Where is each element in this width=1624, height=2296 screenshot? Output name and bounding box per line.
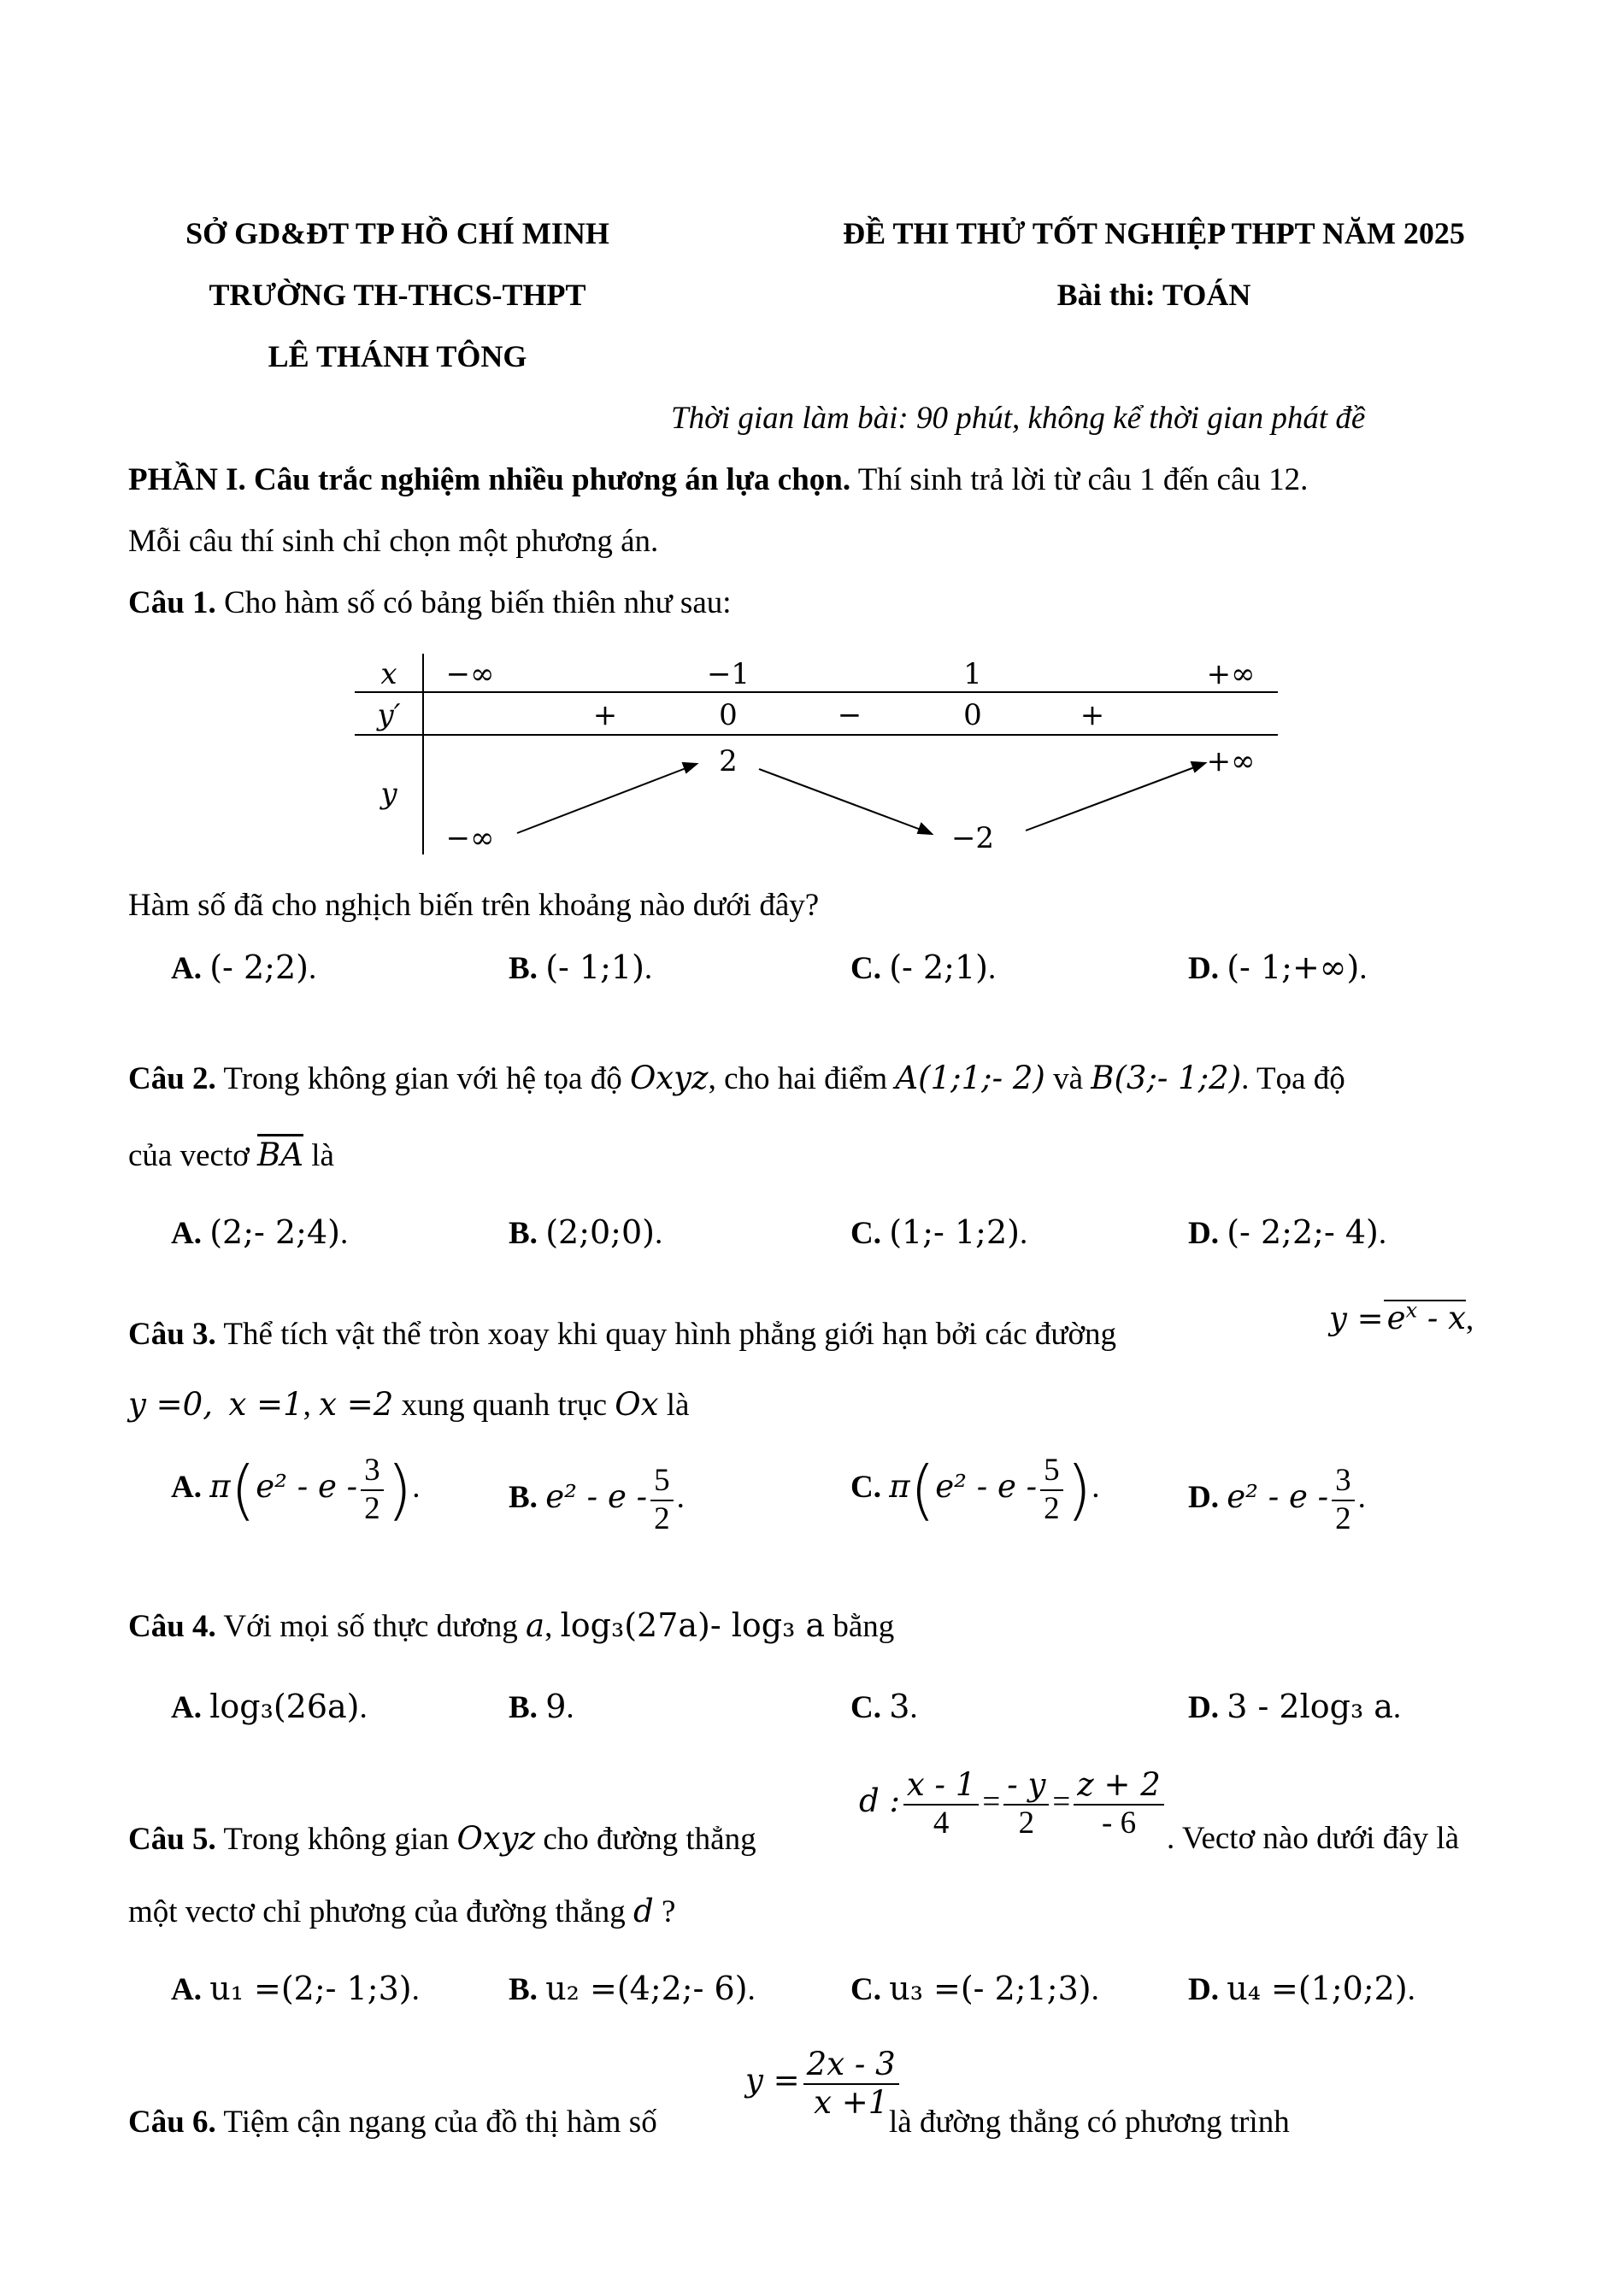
table-sign-3: + [1080,698,1105,732]
table-x-1: 1 [963,657,982,691]
table-x-label: x [380,657,397,691]
table-zero-1: 0 [719,698,738,732]
table-sign-1: + [592,698,618,732]
part1-intro-line2: Mỗi câu thí sinh chỉ chọn một phương án. [128,524,659,559]
table-y-pos-inf: +∞ [1206,744,1256,778]
table-x-neg-inf: −∞ [445,657,495,691]
q5-option-d-value: u₄ =(1;0;2) [1227,1970,1408,2007]
q5-option-b[interactable]: B. u₂ =(4;2;- 6). [509,1970,756,2007]
q5-option-c[interactable]: C. u₃ =(- 2;1;3). [850,1970,1099,2007]
table-x-pos-inf: +∞ [1206,657,1256,691]
part1-intro-rest: Thí sinh trả lời từ câu 1 đến câu 12. [850,462,1309,497]
q4-label: Câu 4. [128,1609,216,1644]
q2-point-b: B(3;- 1;2) [1091,1060,1242,1096]
q2-option-b-value: (2;0;0) [545,1213,655,1251]
q3-axis: Ox [615,1386,659,1423]
q1-label: Câu 1. [128,585,216,620]
q4-expression: log₃(27a)- log₃ a [560,1606,826,1644]
q3-option-c[interactable]: C. π(e² - e - $\frac{5}{2}$ ). [850,1451,1100,1528]
q4-option-c-value: 3 [889,1688,910,1725]
q5-stem-end: . Vectơ nào dưới đây là [1167,1821,1460,1856]
q1-option-a[interactable]: A. (- 2;2). [171,948,317,986]
q6-label: Câu 6. [128,2105,216,2140]
q2-oxyz: Oxyz [629,1060,709,1096]
part1-intro [128,461,1308,498]
q1-option-a-value: (- 2;2) [209,948,309,986]
q4-option-d[interactable]: D. 3 - 2log₃ a. [1188,1688,1402,1725]
q5-stem-line2: một vectơ chỉ phương của đường thẳng d ? [128,1893,676,1929]
q5-option-b-value: u₂ =(4;2;- 6) [545,1970,748,2007]
q4-stem: Câu 4. Với mọi số thực dương a, log₃(27a)- log₃ a bằng [128,1606,895,1644]
q6-function: y = $\frac{2x - 3}{x +1}$ [745,2046,903,2121]
q1-text: Cho hàm số có bảng biến thiên như sau: [215,585,732,620]
q2-option-a[interactable]: A. (2;- 2;4). [171,1213,349,1251]
q3-curve: $y = e^x - x$, [1329,1299,1474,1337]
q2-stem-line2: của vectơ $\overline{BA}$ là [128,1136,334,1173]
table-y-neg-inf: −∞ [445,821,495,855]
header-school-line1: TRƯỜNG TH-THCS-THPT [209,278,586,312]
q4-option-a[interactable]: A. log₃(26a). [171,1688,368,1725]
table-yprime-label: y′ [377,698,401,732]
part1-heading: PHẦN I. Câu trắc nghiệm nhiều phương án lựa chọn. [128,462,851,497]
exam-duration: Thời gian làm bài: 90 phút, không kể thời gian phát đề [671,401,1366,436]
q1-option-b[interactable]: B. (- 1;1). [509,948,653,986]
q2-label: Câu 2. [128,1061,216,1096]
header-school-line2: LÊ THÁNH TÔNG [268,339,527,373]
table-y-min: −2 [950,821,995,855]
q2-option-c[interactable]: C. (1;- 1;2). [850,1213,1028,1251]
q5-option-c-value: u₃ =(- 2;1;3) [889,1970,1091,2007]
q5-line-equation: d : $\frac{x - 1}{4}$ = $\frac{- y}{2}$ = $\frac{z + 2}{- 6}$ [859,1767,1168,1841]
q1-option-d[interactable]: D. (- 1;+∞). [1188,948,1368,986]
q3-stem-line2: y =0, x =1, x =2 xung quanh trục Ox là [128,1386,690,1423]
q4-option-d-value: 3 - 2log₃ a [1227,1688,1393,1725]
exam-subject: Bài thi: TOÁN [1056,278,1251,312]
q2-option-c-value: (1;- 1;2) [889,1213,1020,1251]
q2-point-a: A(1;1;- 2) [895,1060,1045,1096]
q2-option-a-value: (2;- 2;4) [209,1213,340,1251]
q4-option-a-value: log₃(26a) [209,1688,360,1725]
q2-option-d-value: (- 2;2;- 4) [1227,1213,1379,1251]
q6-stem: Câu 6. Tiệm cận ngang của đồ thị hàm số [128,2105,657,2140]
q3-stem: Câu 3. Thể tích vật thể tròn xoay khi quay hình phẳng giới hạn bởi các đường [128,1317,1117,1352]
q5-label: Câu 5. [128,1822,216,1857]
q5-stem: Câu 5. Trong không gian Oxyz cho đường thẳng [128,1820,756,1857]
q2-vector: $\overline{BA}$ [257,1136,303,1173]
table-y-max: 2 [719,744,738,778]
q4-option-b[interactable]: B. 9. [509,1688,574,1725]
q1-option-c-value: (- 2;1) [889,948,988,986]
table-sign-2: − [837,698,862,732]
q5-option-d[interactable]: D. u₄ =(1;0;2). [1188,1970,1415,2007]
q2-option-b[interactable]: B. (2;0;0). [509,1213,663,1251]
q4-option-b-value: 9 [545,1688,567,1725]
q1-option-b-value: (- 1;1) [545,948,644,986]
q3-option-a[interactable]: A. π(e² - e - $\frac{3}{2}$ ). [171,1451,421,1528]
q3-option-d[interactable]: D. e² - e - $\frac{3}{2}$ . [1188,1463,1366,1536]
q5-option-a-value: u₁ =(2;- 1;3) [209,1970,412,2007]
q5-option-a[interactable]: A. u₁ =(2;- 1;3). [171,1970,420,2007]
q2-option-d[interactable]: D. (- 2;2;- 4). [1188,1213,1387,1251]
variation-table [350,649,1291,863]
q3-label: Câu 3. [128,1317,216,1352]
table-y-label: y [380,777,397,811]
q1-question: Hàm số đã cho nghịch biến trên khoảng nào dưới đây? [128,888,820,923]
q1-option-c[interactable]: C. (- 2;1). [850,948,997,986]
q6-stem-end: là đường thẳng có phương trình [889,2105,1290,2140]
exam-title: ĐỀ THI THỬ TỐT NGHIỆP THPT NĂM 2025 [843,216,1465,250]
q4-option-c[interactable]: C. 3. [850,1688,918,1725]
header-dept: SỞ GD&ĐT TP HỒ CHÍ MINH [185,216,609,250]
q1-stem [128,584,732,621]
table-x-neg1: −1 [706,657,750,691]
q2-stem: Câu 2. Trong không gian với hệ tọa độ Oxyz, cho hai điểm A(1;1;- 2) và B(3;- 1;2). Tọa độ [128,1060,1345,1096]
q1-option-d-value: (- 1;+∞) [1227,948,1360,986]
q3-option-b[interactable]: B. e² - e - $\frac{5}{2}$ . [509,1463,685,1536]
table-zero-2: 0 [963,698,982,732]
